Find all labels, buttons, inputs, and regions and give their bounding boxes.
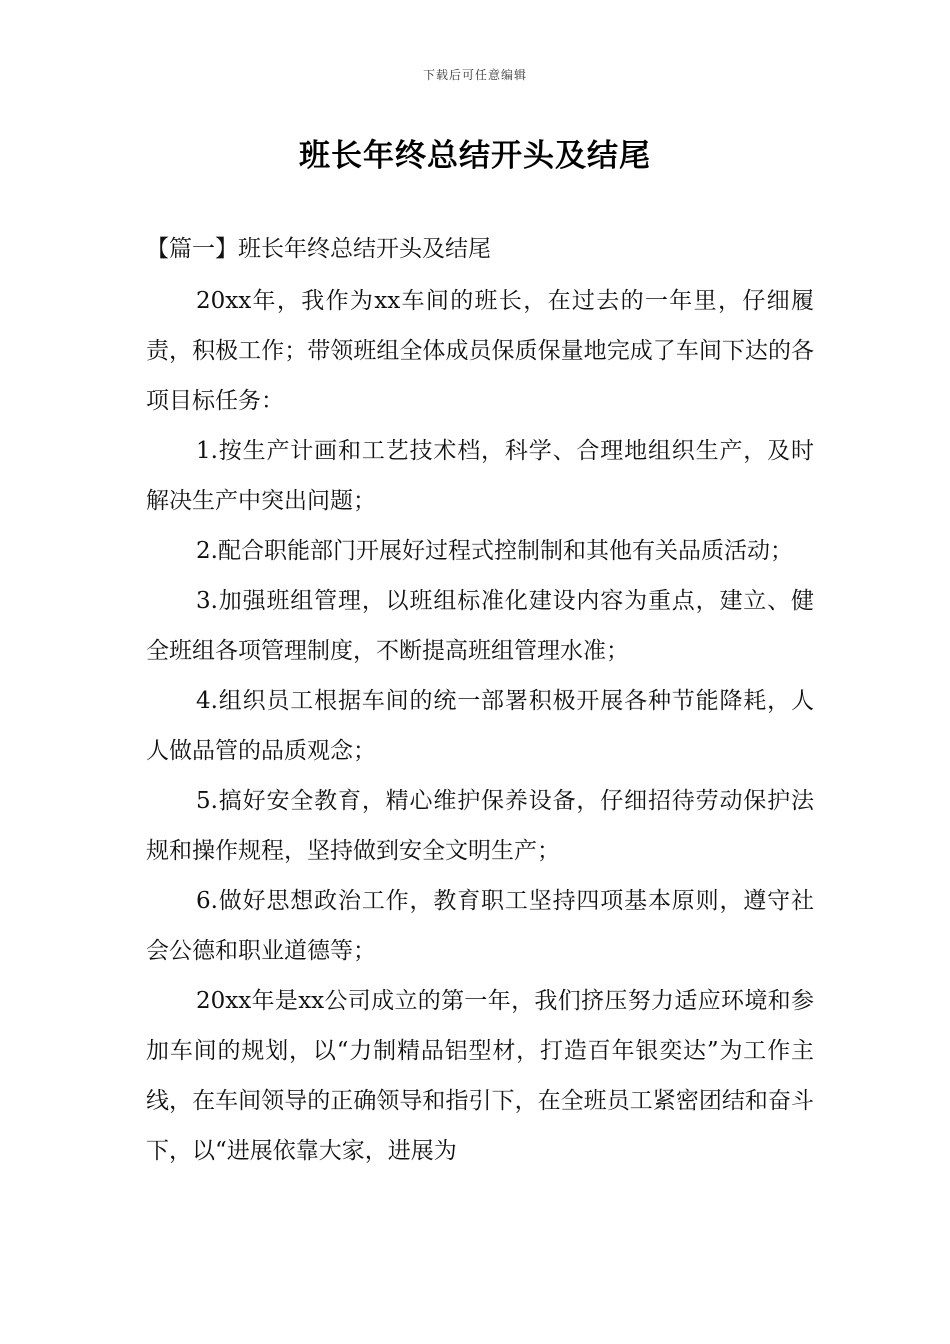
paragraph-item-1: 1.按生产计画和工艺技术档，科学、合理地组织生产，及时解决生产中突出问题； (146, 438, 814, 514)
paragraph-item-5: 5.搞好安全教育，精心维护保养设备，仔细招待劳动保护法规和操作规程，坚持做到安全文明生产； (146, 788, 814, 864)
paragraph-intro: 20xx年，我作为xx车间的班长，在过去的一年里，仔细履责，积极工作；带领班组全体成员保质保量地完成了车间下达的各项目标任务： (146, 288, 814, 414)
paragraph-closing: 20xx年是xx公司成立的第一年，我们挤压努力适应环境和参加车间的规划，以“力制精品铝型材，打造百年银奕达”为工作主线，在车间领导的正确领导和指引下，在全班员工紧密团结和奋斗下，以“进展依靠大家，进展为 (146, 988, 814, 1164)
paragraph-item-2: 2.配合职能部门开展好过程式控制制和其他有关品质活动； (196, 538, 793, 564)
header-note: 下载后可任意编辑 (422, 68, 527, 82)
paragraph-item-6: 6.做好思想政治工作，教育职工坚持四项基本原则，遵守社会公德和职业道德等； (146, 888, 814, 964)
section-heading: 【篇一】班长年终总结开头及结尾 (146, 236, 491, 262)
document-body (146, 226, 814, 1176)
paragraph-item-4: 4.组织员工根据车间的统一部署积极开展各种节能降耗，人人做品管的品质观念； (146, 688, 814, 764)
paragraph-item-3: 3.加强班组管理，以班组标准化建设内容为重点，建立、健全班组各项管理制度，不断提高班组管理水准； (146, 588, 814, 664)
document-title: 班长年终总结开头及结尾 (299, 138, 651, 174)
